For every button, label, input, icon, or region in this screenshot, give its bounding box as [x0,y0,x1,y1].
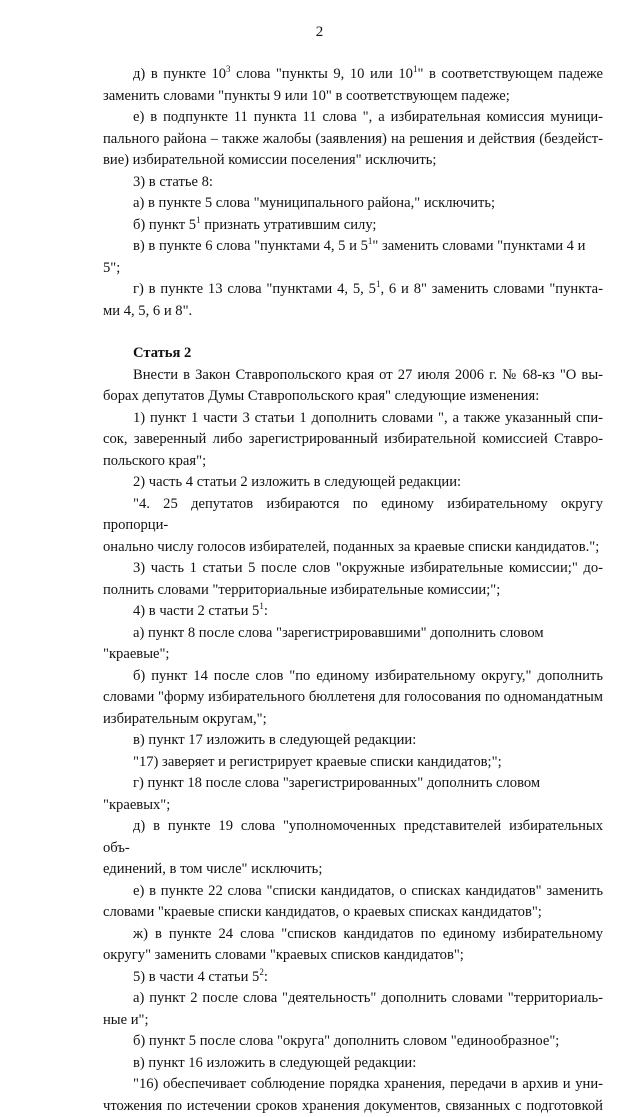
text-line [103,773,603,816]
text-line [103,687,603,709]
article-heading: Статья 2 [103,343,603,365]
text-run: округу" заменить словами "краевых списков кандидатов"; [103,947,464,963]
text-run: "17) заверяет и регистрирует краевые списки кандидатов;"; [133,754,502,770]
section-spacer [103,322,603,343]
text-line [103,494,603,537]
text-line [103,816,603,859]
text-run: " в соответствующем падеже [417,66,603,82]
text-line [103,86,603,108]
text-line [103,859,603,881]
text-run: е) в подпункте 11 пункта 11 слова ", а избирательная комиссия муници- [133,109,603,125]
text-line [103,601,603,623]
superscript: 1 [413,64,418,74]
text-run: признать утратившим силу; [201,217,377,233]
page-number: 2 [0,24,639,41]
text-run: : [264,603,268,619]
text-run: " заменить словами "пунктами 4 и 5"; [103,238,585,276]
text-run: словами "краевые списки кандидатов, о краевых списках кандидатов"; [103,904,542,920]
text-line [103,279,603,301]
superscript: 1 [259,601,264,611]
text-run: польского края"; [103,453,206,469]
text-run: Внести в Закон Ставропольского края от 27 июля 2006 г. № 68-кз "О вы- [133,367,603,383]
text-line [103,1096,603,1117]
text-line [103,558,603,580]
text-run: , 6 и 8" заменить словами "пункта- [380,281,603,297]
document-body [103,64,603,1117]
article-1-amendments [103,64,603,322]
text-run: слова "пункты 9, 10 или 10 [231,66,413,82]
text-line [103,172,603,194]
text-run: сок, заверенный либо зарегистрированный избирательной комиссией Ставро- [103,431,603,447]
text-run: чтожения по истечении сроков хранения документов, связанных с подготовкой [103,1098,603,1114]
text-line [103,730,603,752]
text-line [103,301,603,323]
text-run: 4) в части 2 статьи 5 [133,603,259,619]
text-run: борах депутатов Думы Ставропольского края" следующие изменения: [103,388,539,404]
text-run: 2) часть 4 статьи 2 изложить в следующей редакции: [133,474,461,490]
text-run: пального района – также жалобы (заявления) на решения и действия (бездейст- [103,131,603,147]
text-line [103,451,603,473]
text-run: вие) избирательной комиссии поселения" исключить; [103,152,436,168]
text-run: ми 4, 5, 6 и 8". [103,303,192,319]
superscript: 1 [196,215,201,225]
text-line [103,236,603,279]
text-run: б) пункт 5 [133,217,196,233]
text-line [103,666,603,688]
text-run: д) в пункте 10 [133,66,226,82]
text-line [103,107,603,129]
text-run: онально числу голосов избирателей, поданных за краевые списки кандидатов."; [103,539,599,555]
text-line [103,150,603,172]
text-run: в) в пункте 6 слова "пунктами 4, 5 и 5 [133,238,368,254]
text-run: д) в пункте 19 слова "уполномоченных представителей избирательных объ- [103,818,603,856]
text-run: а) пункт 2 после слова "деятельность" дополнить словами "территориаль- [133,990,603,1006]
text-line [103,967,603,989]
text-line [103,429,603,451]
text-line [103,1031,603,1053]
superscript: 1 [368,236,373,246]
text-line [103,902,603,924]
text-line [103,988,603,1010]
text-run: а) пункт 8 после слова "зарегистрировавшими" дополнить словом "краевые"; [103,625,544,663]
text-line [103,623,603,666]
text-line [103,365,603,387]
superscript: 1 [376,279,381,289]
text-run: 5) в части 4 статьи 5 [133,969,259,985]
text-run: ж) в пункте 24 слова "списков кандидатов по единому избирательному [133,926,603,942]
text-run: б) пункт 14 после слов "по единому избирательному округу," дополнить [133,668,603,684]
text-run: : [264,969,268,985]
text-run: 3) в статье 8: [133,174,213,190]
text-run: полнить словами "территориальные избирательные комиссии;"; [103,582,500,598]
text-run: "16) обеспечивает соблюдение порядка хранения, передачи в архив и уни- [133,1076,603,1092]
text-run: заменить словами "пункты 9 или 10" в соответствующем падеже; [103,88,510,104]
text-line [103,408,603,430]
text-line [103,215,603,237]
text-run: е) в пункте 22 слова "списки кандидатов, о списках кандидатов" заменить [133,883,603,899]
text-run: в) пункт 17 изложить в следующей редакции: [133,732,416,748]
text-line [103,580,603,602]
text-run: "4. 25 депутатов избираются по единому избирательному округу пропорци- [103,496,603,534]
text-line [103,537,603,559]
text-run: в) пункт 16 изложить в следующей редакции: [133,1055,416,1071]
text-run: ные и"; [103,1012,149,1028]
text-line [103,752,603,774]
text-line [103,1010,603,1032]
article-2-amendments [103,365,603,1117]
text-run: единений, в том числе" исключить; [103,861,322,877]
text-line [103,64,603,86]
text-line [103,129,603,151]
text-line [103,709,603,731]
text-run: г) в пункте 13 слова "пунктами 4, 5, 5 [133,281,376,297]
text-run: г) пункт 18 после слова "зарегистрированных" дополнить словом "краевых"; [103,775,540,813]
text-line [103,193,603,215]
text-line [103,472,603,494]
text-line [103,1074,603,1096]
text-line [103,945,603,967]
text-run: 1) пункт 1 части 3 статьи 1 дополнить словами ", а также указанный спи- [133,410,603,426]
text-line [103,1053,603,1075]
text-run: избирательным округам,"; [103,711,267,727]
text-line [103,881,603,903]
text-run: 3) часть 1 статьи 5 после слов "окружные избирательные комиссии;" до- [133,560,603,576]
text-run: словами "форму избирательного бюллетеня для голосования по одномандатным [103,689,603,705]
text-line [103,386,603,408]
text-line [103,924,603,946]
superscript: 3 [226,64,231,74]
superscript: 2 [259,967,264,977]
text-run: а) в пункте 5 слова "муниципального района," исключить; [133,195,495,211]
text-run: б) пункт 5 после слова "округа" дополнить словом "единообразное"; [133,1033,559,1049]
